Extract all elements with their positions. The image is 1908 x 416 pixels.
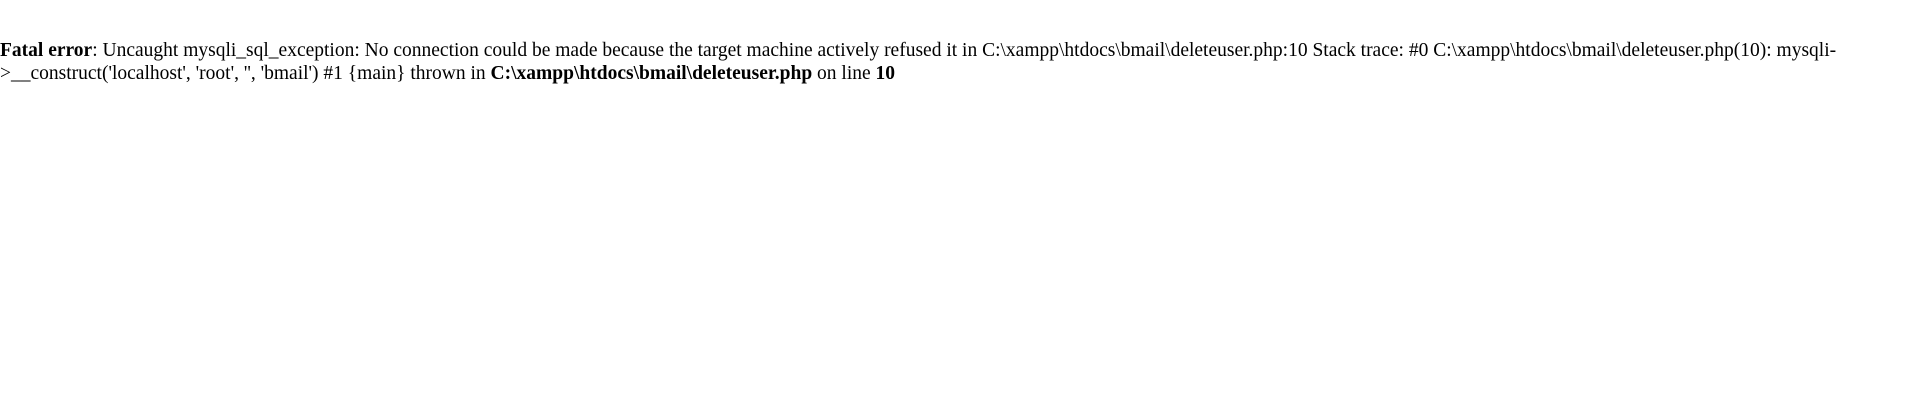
error-separator: : xyxy=(92,40,103,61)
error-file-path: C:\xampp\htdocs\bmail\deleteuser.php xyxy=(490,63,813,84)
in-text: in xyxy=(465,63,491,84)
error-label: Fatal error xyxy=(0,40,93,61)
error-line-number: 10 xyxy=(875,63,896,84)
error-message: Uncaught mysqli_sql_exception: No connection could be made because the target machine actively refused it in C:\xampp\htdocs\bmail\deleteuser.php:10 Stack trace: #0 C:\xampp\htdocs\bmail\deleteuser.php(10): mysqli->__construct('localhost', 'root', '', 'bmail') #1 {main} thrown xyxy=(0,40,1837,84)
on-line-text: on line xyxy=(812,63,876,84)
php-fatal-error-message xyxy=(0,16,1900,85)
